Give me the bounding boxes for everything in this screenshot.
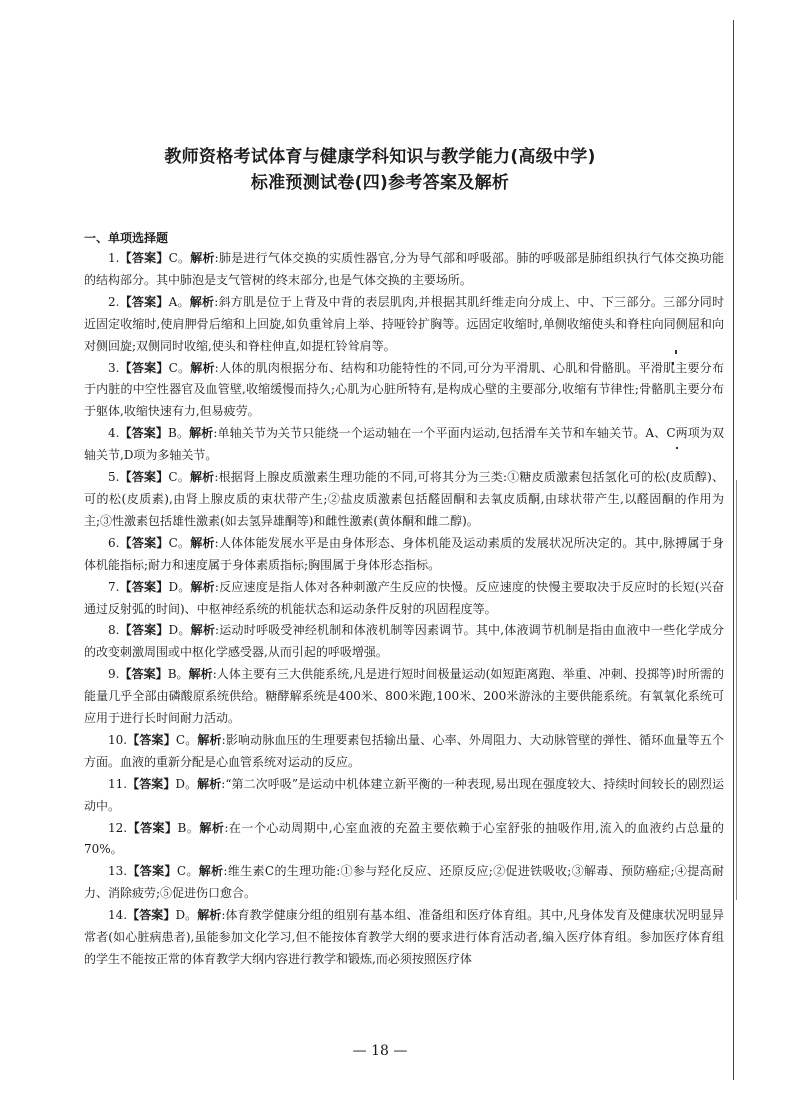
answer-item: 14.【答案】D。解析:体育教学健康分组的组别有基本组、准备组和医疗体育组。其中,凡身体发育及健康状况明显异常者(如心脏病患者),虽能参加文化学习,但不能按体育教学大纲的要求进行体育活动者,编入医疗体育组。参加医疗体育组的学生不能按正常的体育教学大纲内容进行教学和锻炼,而必须按照医疗体 [84, 908, 724, 966]
item-number: 14. [108, 908, 128, 923]
explanation-text: 在一个心动周期中,心室血液的充盈主要依赖于心室舒张的抽吸作用,流入的血液约占总量的70%。 [84, 820, 724, 857]
answer-label: 【答案】 [119, 667, 168, 682]
explanation-label: 解析 [189, 426, 214, 441]
answer-label: 【答案】 [127, 732, 176, 747]
item-number: 2. [108, 294, 120, 309]
answer-choice: C [168, 470, 178, 485]
scan-edge-line-inner [736, 480, 737, 900]
answer-label: 【答案】 [119, 251, 169, 265]
answer-item: 3.【答案】C。解析:人体的肌肉根据分布、结构和功能特性的不同,可分为平滑肌、心肌和骨骼肌。平滑肌主要分布于内脏的中空性器官及血管壁,收缩缓慢而持久;心肌为心脏所特有,是构成心壁的主要部分,收缩有节律性;骨骼肌主要分布于躯体,收缩快速有力,但易疲劳。 [84, 360, 724, 419]
item-number: 6. [108, 535, 120, 550]
explanation-label: 解析 [189, 470, 215, 485]
item-number: 10. [108, 732, 128, 747]
explanation-text: 反应速度是指人体对各种刺激产生反应的快慢。反应速度的快慢主要取决于反应时的长短(兴奋通过反射弧的时间)、中枢神经系统的机能状态和运动条件反射的巩固程度等。 [84, 579, 724, 616]
answer-label: 【答案】 [119, 623, 169, 638]
answer-choice: D [175, 908, 186, 923]
explanation-label: 解析 [188, 667, 213, 682]
answer-choice: C [176, 864, 187, 879]
explanation-label: 解析 [198, 864, 224, 879]
page-number: — 18 — [352, 1043, 408, 1059]
explanation-text: 根据肾上腺皮质激素生理功能的不同,可将其分为三类:①糖皮质激素包括氢化可的松(皮质醇)、可的松(皮质素),由肾上腺皮质的束状带产生;②盐皮质激素包括醛固酮和去氧皮质酮,由球状带产生,以醛固酮的作用为主;③性激素包括雄性激素(如去氢异雄酮等)和雌性激素(黄体酮和雌二醇)。 [84, 470, 724, 528]
explanation-text: 人体体能发展水平是由身体形态、身体机能及运动素质的发展状况所决定的。其中,脉搏属于身体机能指标;耐力和速度属于身体素质指标;胸围属于身体形态指标。 [84, 535, 724, 572]
answer-choice: C [168, 360, 178, 375]
answer-item: 5.【答案】C。解析:根据肾上腺皮质激素生理功能的不同,可将其分为三类:①糖皮质激素包括氢化可的松(皮质醇)、可的松(皮质素),由肾上腺皮质的束状带产生;②盐皮质激素包括醛固酮和去氧皮质酮,由球状带产生,以醛固酮的作用为主;③性激素包括雄性激素(如去氢异雄酮等)和雌性激素(黄体酮和雌二醇)。 [84, 470, 724, 528]
explanation-label: 解析 [197, 908, 222, 923]
explanation-label: 解析 [190, 579, 215, 594]
answer-item: 12.【答案】B。解析:在一个心动周期中,心室血液的充盈主要依赖于心室舒张的抽吸作用,流入的血液约占总量的70%。 [84, 820, 724, 857]
explanation-label: 解析 [190, 535, 215, 550]
answer-item: 1.【答案】C。解析:肺是进行气体交换的实质性器官,分为导气部和呼吸部。肺的呼吸部是肺组织执行气体交换功能的结构部分。其中肺泡是支气管树的终末部分,也是气体交换的主要场所。 [84, 251, 724, 287]
explanation-text: 体育教学健康分组的组别有基本组、准备组和医疗体育组。其中,凡身体发育及健康状况明显异常者(如心脏病患者),虽能参加文化学习,但不能按体育教学大纲的要求进行体育活动者,编入医疗体育组。参加医疗体育组的学生不能按正常的体育教学大纲内容进行教学和锻炼,而必须按照医疗体 [84, 908, 724, 966]
section-heading: 一、单项选择题 [84, 231, 169, 245]
answer-choice: C [168, 535, 178, 550]
answer-label: 【答案】 [127, 864, 177, 879]
answer-item: 2.【答案】A。解析:斜方肌是位于上背及中背的表层肌肉,并根据其肌纤维走向分成上、中、下三部分。三部分同时近固定收缩时,使肩胛骨后缩和上回旋,如负重耸肩上举、持哑铃扩胸等。远固定收缩时,单侧收缩使头和脊柱向同侧屈和向对侧回旋;双侧同时收缩,使头和脊柱伸直,如提杠铃耸肩等。 [84, 294, 724, 353]
answer-label: 【答案】 [119, 470, 169, 485]
item-number: 12. [108, 820, 128, 835]
answer-label: 【答案】 [119, 360, 169, 375]
explanation-text: 肺是进行气体交换的实质性器官,分为导气部和呼吸部。肺的呼吸部是肺组织执行气体交换功能的结构部分。其中肺泡是支气管树的终末部分,也是气体交换的主要场所。 [84, 251, 724, 287]
answer-item: 13.【答案】C。解析:维生素C的生理功能:①参与羟化反应、还原反应;②促进铁吸收;③解毒、预防癌症;④提高耐力、消除疲劳;⑤促进伤口愈合。 [84, 864, 724, 901]
explanation-label: 解析 [189, 294, 215, 309]
answer-label: 【答案】 [127, 776, 176, 791]
item-number: 1. [108, 251, 120, 265]
explanation-text: 斜方肌是位于上背及中背的表层肌肉,并根据其肌纤维走向分成上、中、下三部分。三部分同时近固定收缩时,使肩胛骨后缩和上回旋,如负重耸肩上举、持哑铃扩胸等。远固定收缩时,单侧收缩使头和脊柱向同侧屈和向对侧回旋;双侧同时收缩,使头和脊柱伸直,如提杠铃耸肩等。 [84, 294, 724, 353]
explanation-label: 解析 [199, 820, 225, 835]
explanation-label: 解析 [197, 776, 222, 791]
answer-item: 7.【答案】D。解析:反应速度是指人体对各种刺激产生反应的快慢。反应速度的快慢主要取决于反应时的长短(兴奋通过反射弧的时间)、中枢神经系统的机能状态和运动条件反射的巩固程度等。 [84, 579, 724, 616]
title-line-2: 标准预测试卷(四)参考答案及解析 [250, 173, 510, 193]
answer-choice: D [168, 579, 179, 594]
explanation-label: 解析 [197, 732, 222, 747]
answer-choice: D [175, 776, 186, 791]
item-number: 5. [108, 470, 120, 485]
answer-label: 【答案】 [119, 426, 169, 441]
answer-label: 【答案】 [127, 820, 178, 835]
answer-item: 9.【答案】B。解析:人体主要有三大供能系统,凡是进行短时间极量运动(如短距离跑、举重、冲刺、投掷等)时所需的能量几乎全部由磷酸原系统供给。糖酵解系统是400米、800米跑,100米、200米游泳的主要供能系统。有氧氧化系统可应用于进行长时间耐力活动。 [84, 667, 724, 726]
explanation-text: 影响动脉血压的生理要素包括输出量、心率、外周阻力、大动脉管壁的弹性、循环血量等五个方面。血液的重新分配是心血管系统对运动的反应。 [84, 732, 724, 769]
item-number: 8. [108, 623, 120, 638]
explanation-text: 维生素C的生理功能:①参与羟化反应、还原反应;②促进铁吸收;③解毒、预防癌症;④提高耐力、消除疲劳;⑤促进伤口愈合。 [84, 864, 724, 901]
answer-item: 8.【答案】D。解析:运动时呼吸受神经机制和体液机制等因素调节。其中,体液调节机制是指由血液中一些化学成分的改变刺激周围或中枢化学感受器,从而引起的呼吸增强。 [84, 623, 724, 660]
answer-label: 【答案】 [119, 294, 169, 309]
explanation-label: 解析 [190, 251, 215, 265]
explanation-text: 运动时呼吸受神经机制和体液机制等因素调节。其中,体液调节机制是指由血液中一些化学成分的改变刺激周围或中枢化学感受器,从而引起的呼吸增强。 [84, 623, 724, 660]
explanation-text: 人体的肌肉根据分布、结构和功能特性的不同,可分为平滑肌、心肌和骨骼肌。平滑肌主要分布于内脏的中空性器官及血管壁,收缩缓慢而持久;心肌为心脏所特有,是构成心壁的主要部分,收缩有节律性;骨骼肌主要分布于躯体,收缩快速有力,但易疲劳。 [84, 360, 724, 419]
document-title [80, 144, 680, 196]
item-number: 9. [108, 667, 120, 682]
item-number: 7. [108, 579, 120, 594]
answer-label: 【答案】 [119, 579, 169, 594]
answer-item: 10.【答案】C。解析:影响动脉血压的生理要素包括输出量、心率、外周阻力、大动脉管壁的弹性、循环血量等五个方面。血液的重新分配是心血管系统对运动的反应。 [84, 732, 724, 769]
item-number: 4. [108, 426, 120, 441]
answer-choice: A [168, 294, 178, 309]
item-number: 3. [108, 360, 120, 375]
answer-choice: B [167, 667, 177, 682]
answer-label: 【答案】 [119, 535, 169, 550]
answer-choice: B [168, 426, 177, 441]
answer-choice: C [175, 732, 186, 747]
answer-item: 11.【答案】D。解析:“第二次呼吸”是运动中机体建立新平衡的一种表现,易出现在强度较大、持续时间较长的剧烈运动中。 [84, 776, 724, 813]
scan-edge-line [733, 20, 734, 1080]
item-number: 11. [108, 776, 128, 791]
answer-label: 【答案】 [127, 908, 176, 923]
answer-list [84, 248, 724, 971]
title-line-1: 教师资格考试体育与健康学科知识与教学能力(高级中学) [164, 147, 596, 167]
answer-item: 4.【答案】B。解析:单轴关节为关节只能绕一个运动轴在一个平面内运动,包括滑车关节和车轴关节。A、C两项为双轴关节,D项为多轴关节。 [84, 426, 724, 463]
answer-item: 6.【答案】C。解析:人体体能发展水平是由身体形态、身体机能及运动素质的发展状况所决定的。其中,脉搏属于身体机能指标;耐力和速度属于身体素质指标;胸围属于身体形态指标。 [84, 535, 724, 572]
explanation-label: 解析 [190, 360, 215, 375]
answer-choice: C [168, 251, 178, 265]
explanation-text: “第二次呼吸”是运动中机体建立新平衡的一种表现,易出现在强度较大、持续时间较长的剧烈运动中。 [84, 776, 724, 813]
answer-choice: D [168, 623, 179, 638]
item-number: 13. [108, 864, 128, 879]
explanation-label: 解析 [190, 623, 216, 638]
answer-choice: B [177, 820, 187, 835]
explanation-text: 人体主要有三大供能系统,凡是进行短时间极量运动(如短距离跑、举重、冲刺、投掷等)时所需的能量几乎全部由磷酸原系统供给。糖酵解系统是400米、800米跑,100米、200米游泳的主要供能系统。有氧氧化系统可应用于进行长时间耐力活动。 [84, 667, 724, 726]
explanation-text: 单轴关节为关节只能绕一个运动轴在一个平面内运动,包括滑车关节和车轴关节。A、C两项为双轴关节,D项为多轴关节。 [84, 426, 724, 463]
